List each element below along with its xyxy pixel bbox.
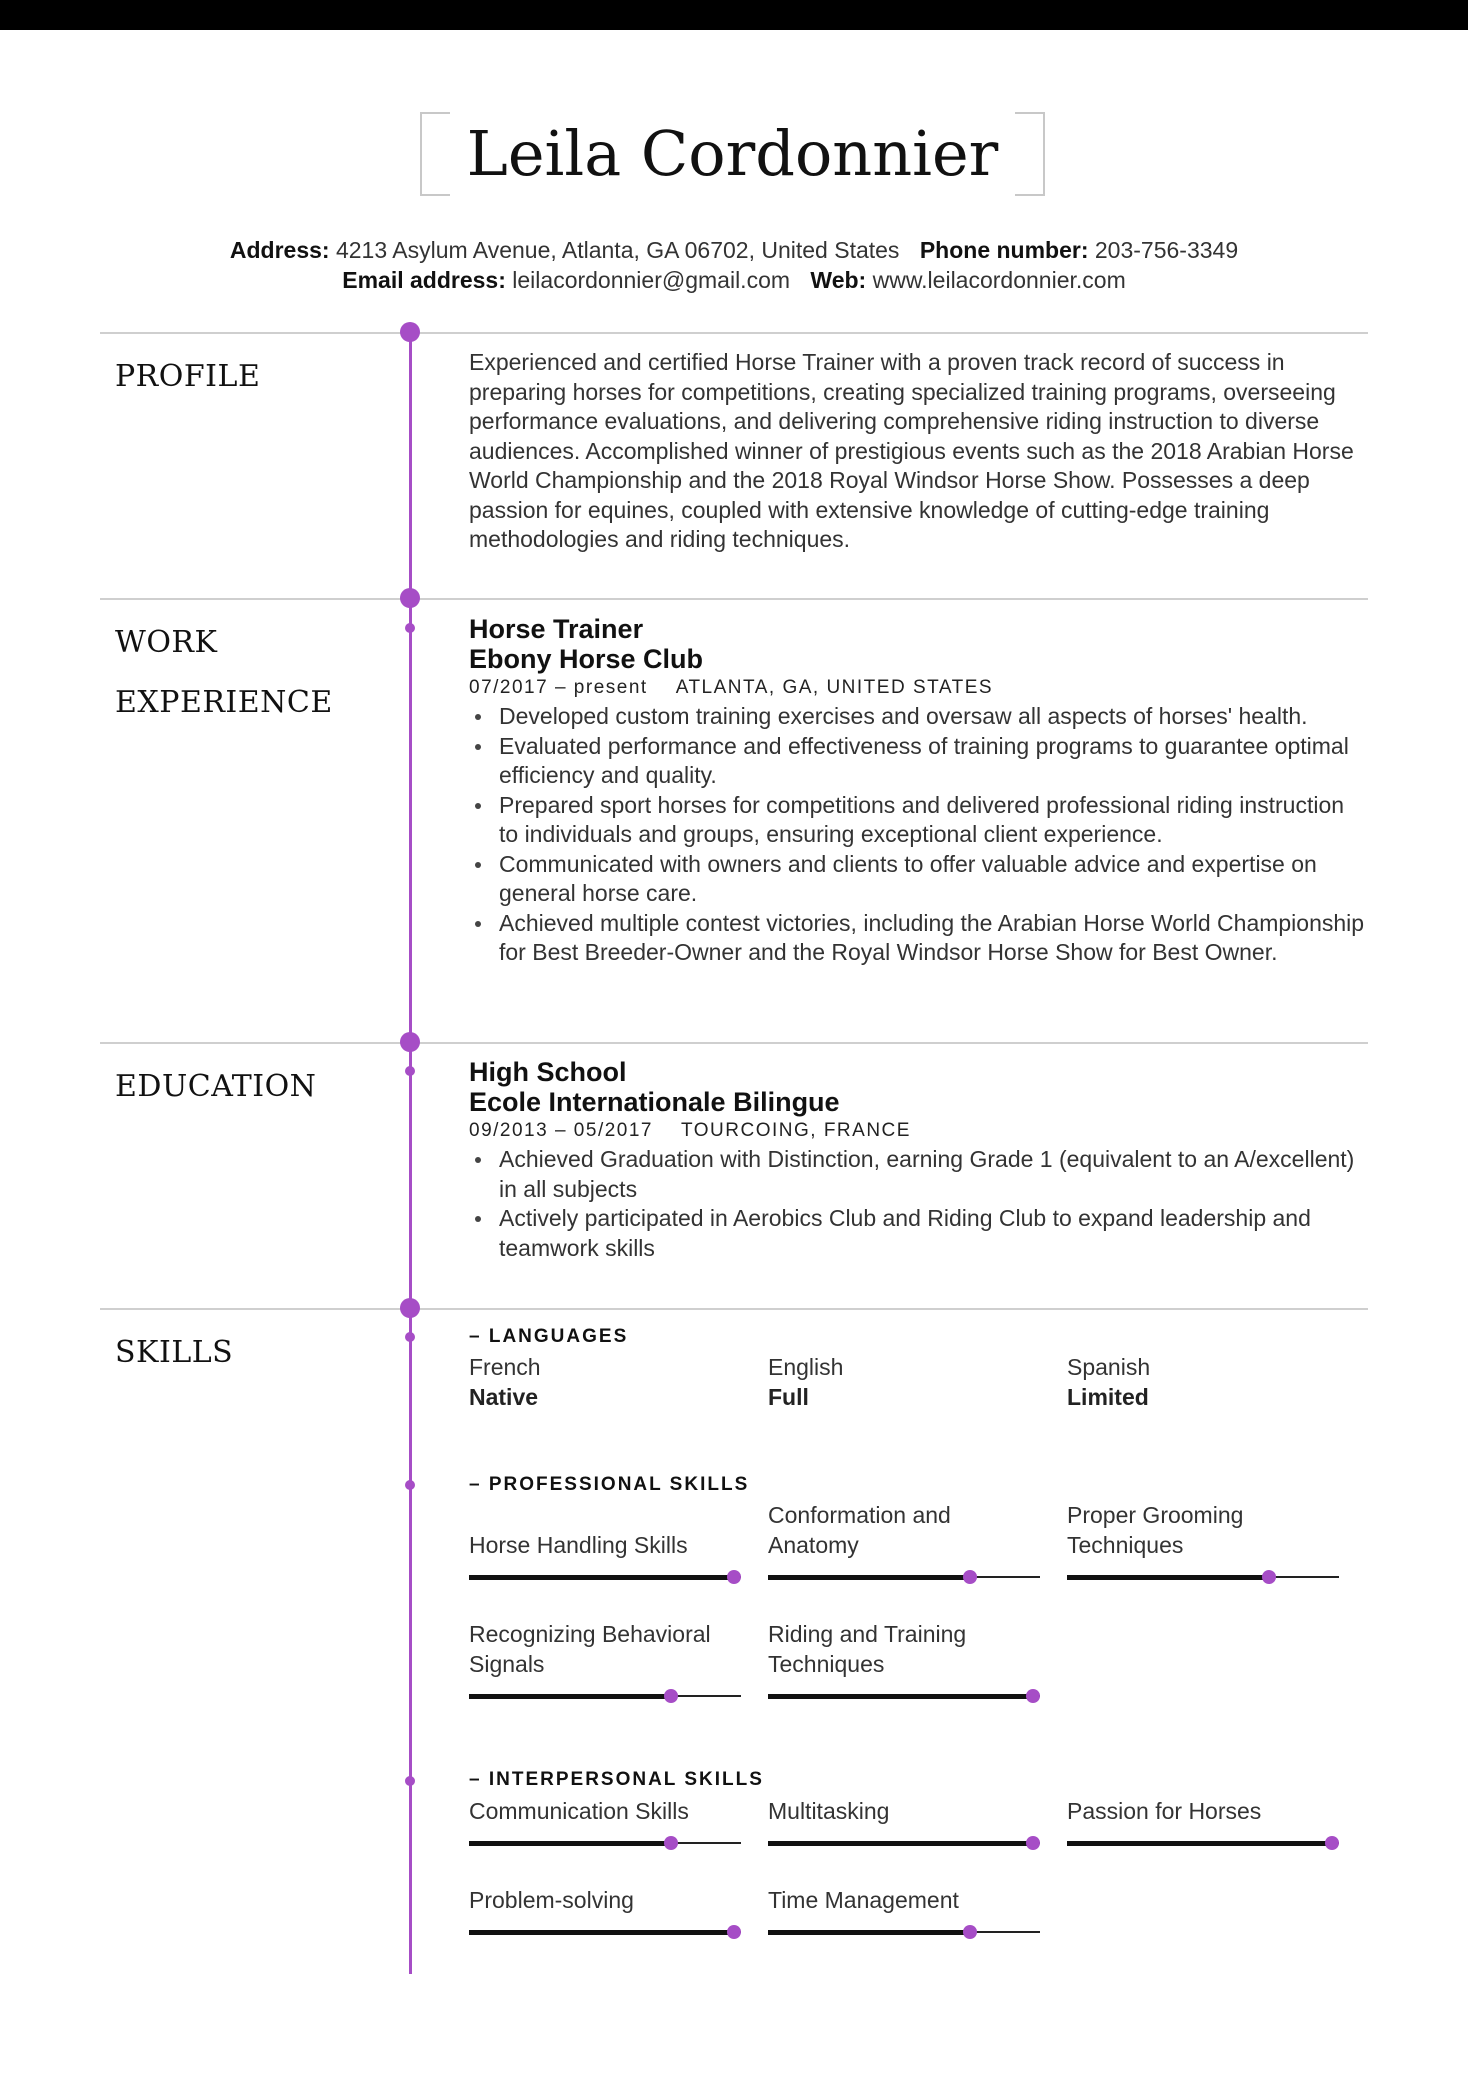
divider-education (100, 1042, 1368, 1044)
section-title-skills: SKILLS (115, 1335, 234, 1370)
skill-item (768, 1486, 1040, 1584)
language-level: Full (768, 1384, 809, 1410)
skill-item (768, 1782, 1040, 1850)
skill-bar-fill (469, 1930, 734, 1935)
address-label: Address: (229, 237, 330, 263)
job-location: ATLANTA, GA, UNITED STATES (675, 677, 994, 698)
list-item: Communicated with owners and clients to offer valuable advice and expertise on general horse care. (469, 850, 1369, 909)
section-title-work (115, 613, 333, 733)
skill-bar-knob (963, 1570, 977, 1584)
education-meta (469, 1117, 1369, 1145)
skill-bar-knob (1026, 1836, 1040, 1850)
skill-item (469, 1871, 741, 1939)
list-item: Actively participated in Aerobics Club and Riding Club to expand leadership and teamwork skills (469, 1204, 1369, 1263)
list-item: Developed custom training exercises and oversaw all aspects of horses' health. (469, 702, 1369, 732)
skill-item (1067, 1486, 1339, 1584)
education-section (469, 1057, 1369, 1263)
timeline-dot-education (400, 1032, 420, 1052)
skill-bar (469, 1570, 741, 1584)
contact-line-2 (0, 265, 1468, 295)
timeline-dot-professional (405, 1480, 415, 1490)
company-name: Ebony Horse Club (469, 644, 704, 674)
skill-bar-knob (727, 1925, 741, 1939)
language-level: Limited (1067, 1384, 1149, 1410)
skill-name: Multitasking (768, 1798, 890, 1824)
skill-bar-knob (963, 1925, 977, 1939)
skill-bar (768, 1689, 1040, 1703)
skill-bar-knob (664, 1689, 678, 1703)
address: 4213 Asylum Avenue, Atlanta, GA 06702, United States (335, 237, 900, 263)
skill-bar (469, 1836, 741, 1850)
language-name: French (469, 1354, 541, 1380)
skill-item (768, 1871, 1040, 1939)
job-title: Horse Trainer (469, 614, 644, 644)
job-meta (469, 674, 1369, 702)
timeline-line (409, 332, 412, 1974)
skill-bar-knob (664, 1836, 678, 1850)
timeline-dot-work-entry (405, 623, 415, 633)
degree-title: High School (469, 1057, 627, 1087)
skill-name: Riding and Training Techniques (768, 1621, 967, 1677)
email-label: Email address: (342, 267, 506, 293)
skill-bar-knob (1026, 1689, 1040, 1703)
skill-name: Time Management (768, 1887, 959, 1913)
timeline-dot-skills (400, 1298, 420, 1318)
section-title-profile: PROFILE (115, 359, 261, 394)
skill-bar (1067, 1570, 1339, 1584)
phone-label: Phone number: (919, 237, 1089, 263)
languages-heading: – LANGUAGES (469, 1326, 629, 1347)
skill-bar-knob (1325, 1836, 1339, 1850)
skill-bar-fill (768, 1694, 1033, 1699)
contact-line-1 (0, 235, 1468, 265)
candidate-name: Leila Cordonnier (466, 117, 999, 190)
skill-bar-fill (469, 1694, 671, 1699)
skill-item (469, 1516, 741, 1584)
web[interactable]: www.leilacordonnier.com (872, 267, 1126, 293)
skill-name: Recognizing Behavioral Signals (469, 1621, 711, 1677)
language-item (1067, 1352, 1357, 1412)
timeline-dot-education-entry (405, 1066, 415, 1076)
divider-skills (100, 1308, 1368, 1310)
list-item: Achieved Graduation with Distinction, earning Grade 1 (equivalent to an A/excellent) in all subjects (469, 1145, 1369, 1204)
phone: 203-756-3349 (1094, 237, 1239, 263)
skill-bar (768, 1925, 1040, 1939)
profile-text: Experienced and certified Horse Trainer with a proven track record of success in preparing horses for competitions, creating specialized training programs, overseeing performance evaluations, and delivering comprehensive riding instruction to diverse audiences. Accomplished winner of prestigious events such as the 2018 Arabian Horse World Championship and the 2018 Royal Windsor Horse Show. Possesses a deep passion for equines, coupled with extensive knowledge of cutting-edge training methodologies and riding techniques. (469, 349, 1354, 552)
skill-bar (768, 1570, 1040, 1584)
skill-bar (469, 1689, 741, 1703)
email[interactable]: leilacordonnier@gmail.com (512, 267, 791, 293)
skill-item (768, 1605, 1040, 1703)
education-bullets (469, 1145, 1369, 1263)
skill-bar-knob (727, 1570, 741, 1584)
section-title-work-line1: WORK (115, 625, 218, 660)
skill-name: Communication Skills (469, 1798, 689, 1824)
timeline-dot-work (400, 588, 420, 608)
skill-name: Problem-solving (469, 1887, 634, 1913)
job-dates: 07/2017 – present (469, 677, 648, 698)
skill-name: Passion for Horses (1067, 1798, 1262, 1824)
skill-bar (469, 1925, 741, 1939)
professional-skills-heading: – PROFESSIONAL SKILLS (469, 1474, 750, 1495)
name-header (420, 112, 1045, 196)
education-location: TOURCOING, FRANCE (681, 1120, 911, 1141)
section-title-work-line2: EXPERIENCE (115, 685, 333, 720)
profile-section (469, 348, 1369, 555)
list-item: Achieved multiple contest victories, including the Arabian Horse World Championship for Best Breeder-Owner and the Royal Windsor Horse Show for Best Owner. (469, 909, 1369, 968)
language-level: Native (469, 1384, 539, 1410)
skill-bar-fill (768, 1841, 1033, 1846)
skill-bar-fill (469, 1575, 734, 1580)
list-item: Prepared sport horses for competitions and delivered professional riding instruction to individuals and groups, ensuring exceptional client experience. (469, 791, 1369, 850)
skill-bar-knob (1262, 1570, 1276, 1584)
list-item: Evaluated performance and effectiveness of training programs to guarantee optimal efficiency and quality. (469, 732, 1369, 791)
work-section (469, 614, 1369, 968)
skill-bar (768, 1836, 1040, 1850)
school-name: Ecole Internationale Bilingue (469, 1087, 840, 1117)
job-bullets (469, 702, 1369, 968)
skill-bar-fill (469, 1841, 671, 1846)
timeline-dot-profile (400, 322, 420, 342)
education-dates: 09/2013 – 05/2017 (469, 1120, 653, 1141)
web-label: Web: (810, 267, 867, 293)
skill-item (469, 1782, 741, 1850)
skill-bar-fill (768, 1930, 970, 1935)
timeline-dot-languages (405, 1332, 415, 1342)
timeline-dot-interpersonal (405, 1776, 415, 1786)
skill-bar-fill (1067, 1575, 1269, 1580)
skill-name: Conformation and Anatomy (768, 1502, 951, 1558)
skill-bar-fill (768, 1575, 970, 1580)
divider-work (100, 598, 1368, 600)
skill-bar-fill (1067, 1841, 1332, 1846)
interpersonal-skills-heading: – INTERPERSONAL SKILLS (469, 1769, 764, 1790)
section-title-education: EDUCATION (115, 1069, 317, 1104)
skill-item (1067, 1782, 1339, 1850)
top-bar (0, 0, 1468, 30)
skill-name: Horse Handling Skills (469, 1532, 688, 1558)
language-item (768, 1352, 1058, 1412)
skill-bar (1067, 1836, 1339, 1850)
language-item (469, 1352, 759, 1412)
divider-profile (100, 332, 1368, 334)
language-name: English (768, 1354, 844, 1380)
skill-name: Proper Grooming Techniques (1067, 1502, 1244, 1558)
skill-item (469, 1605, 741, 1703)
language-name: Spanish (1067, 1354, 1151, 1380)
